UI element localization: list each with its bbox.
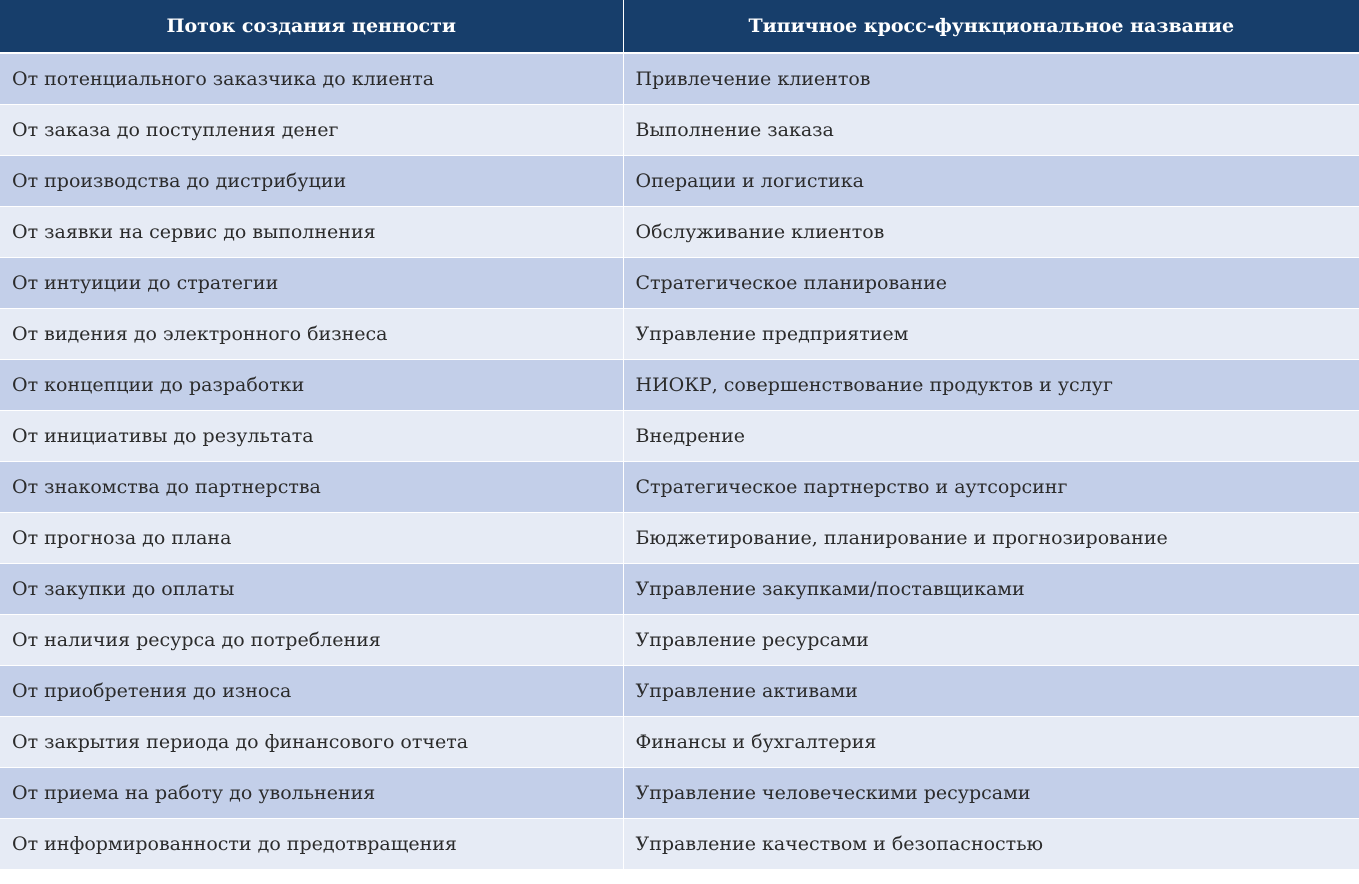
cell-value-stream: От заявки на сервис до выполнения: [0, 206, 623, 257]
cell-cross-functional-name: Управление активами: [623, 665, 1359, 716]
cell-value-stream: От закупки до оплаты: [0, 563, 623, 614]
cell-cross-functional-name: Управление закупками/поставщиками: [623, 563, 1359, 614]
cell-cross-functional-name: Внедрение: [623, 410, 1359, 461]
table-row: [0, 512, 1359, 563]
table-row: [0, 104, 1359, 155]
table-body: [0, 53, 1359, 869]
cell-value-stream: От приема на работу до увольнения: [0, 767, 623, 818]
header-row: [0, 0, 1359, 53]
table-row: [0, 716, 1359, 767]
cell-value-stream: От закрытия периода до финансового отчета: [0, 716, 623, 767]
cell-value-stream: От знакомства до партнерства: [0, 461, 623, 512]
table-row: [0, 461, 1359, 512]
cell-cross-functional-name: Выполнение заказа: [623, 104, 1359, 155]
table-row: [0, 665, 1359, 716]
cell-cross-functional-name: Привлечение клиентов: [623, 53, 1359, 104]
cell-cross-functional-name: Финансы и бухгалтерия: [623, 716, 1359, 767]
table-row: [0, 359, 1359, 410]
cell-value-stream: От потенциального заказчика до клиента: [0, 53, 623, 104]
cell-cross-functional-name: Стратегическое планирование: [623, 257, 1359, 308]
cell-value-stream: От видения до электронного бизнеса: [0, 308, 623, 359]
cell-value-stream: От приобретения до износа: [0, 665, 623, 716]
table-row: [0, 614, 1359, 665]
table-row: [0, 767, 1359, 818]
cell-value-stream: От информированности до предотвращения: [0, 818, 623, 869]
cell-cross-functional-name: Бюджетирование, планирование и прогнозирование: [623, 512, 1359, 563]
cell-value-stream: От инициативы до результата: [0, 410, 623, 461]
table-row: [0, 818, 1359, 869]
cell-cross-functional-name: Управление человеческими ресурсами: [623, 767, 1359, 818]
table-row: [0, 410, 1359, 461]
cell-value-stream: От прогноза до плана: [0, 512, 623, 563]
table-row: [0, 308, 1359, 359]
table-row: [0, 206, 1359, 257]
table-row: [0, 155, 1359, 206]
table-row: [0, 53, 1359, 104]
cell-cross-functional-name: Управление качеством и безопасностью: [623, 818, 1359, 869]
table-row: [0, 563, 1359, 614]
table-row: [0, 257, 1359, 308]
column-header-value-stream: Поток создания ценности: [0, 0, 623, 53]
cell-cross-functional-name: Обслуживание клиентов: [623, 206, 1359, 257]
cell-cross-functional-name: Управление ресурсами: [623, 614, 1359, 665]
cell-value-stream: От заказа до поступления денег: [0, 104, 623, 155]
cell-cross-functional-name: Управление предприятием: [623, 308, 1359, 359]
cell-value-stream: От концепции до разработки: [0, 359, 623, 410]
cell-cross-functional-name: НИОКР, совершенствование продуктов и услуг: [623, 359, 1359, 410]
cell-cross-functional-name: Стратегическое партнерство и аутсорсинг: [623, 461, 1359, 512]
cell-value-stream: От интуиции до стратегии: [0, 257, 623, 308]
cell-value-stream: От производства до дистрибуции: [0, 155, 623, 206]
column-header-cross-functional-name: Типичное кросс-функциональное название: [623, 0, 1359, 53]
cell-value-stream: От наличия ресурса до потребления: [0, 614, 623, 665]
cell-cross-functional-name: Операции и логистика: [623, 155, 1359, 206]
